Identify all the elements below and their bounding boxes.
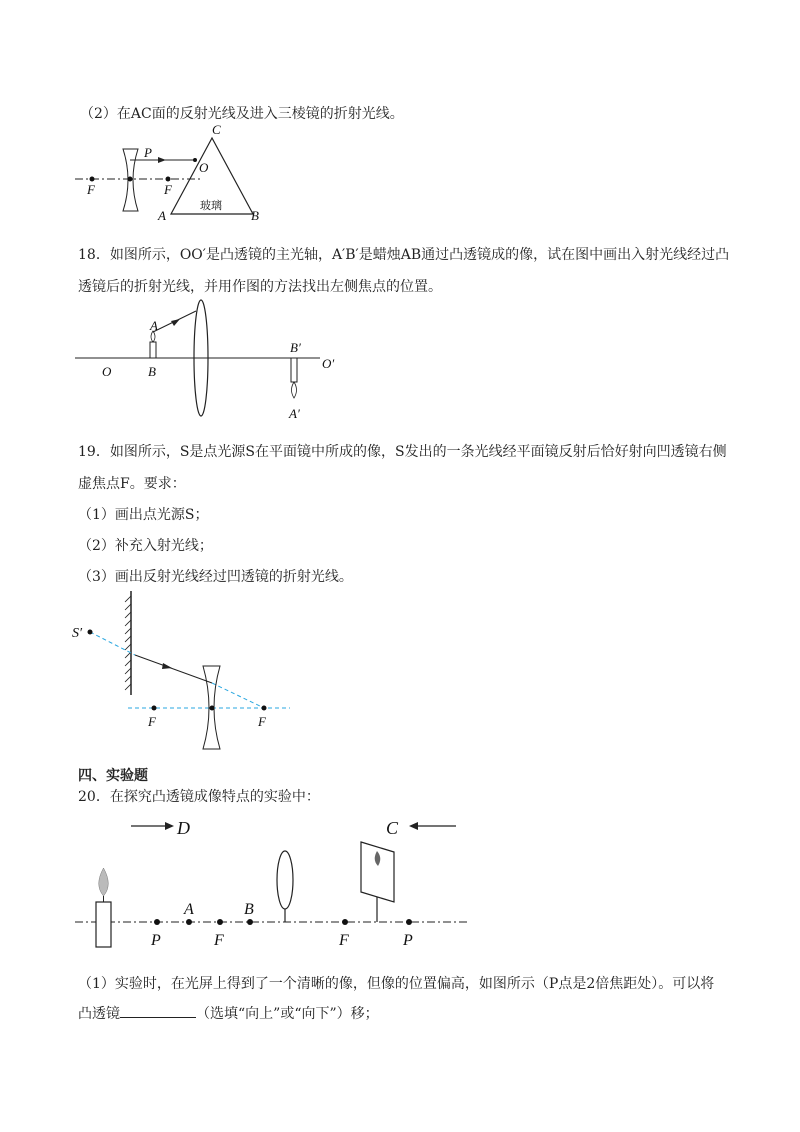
fig18-label-B: B	[148, 364, 156, 379]
fig17-label-F-left: F	[87, 182, 95, 197]
q19-requirement-3: （3）画出反射光线经过凹透镜的折射光线。	[78, 569, 353, 585]
fig17-label-A: A	[158, 208, 166, 223]
q19-requirement-2: （2）补充入射光线；	[78, 538, 213, 554]
fig18-label-O: O	[102, 364, 112, 379]
q19-text-line1: 19．如图所示，S是点光源S在平面镜中所成的像，S发出的一条光线经平面镜反射后恰好射向凹透镜右侧	[78, 444, 727, 460]
fig20-A-dot	[186, 919, 192, 925]
fig20-label-F-left: F	[214, 932, 224, 949]
q18-text-line2: 透镜后的折射光线，并用作图的方法找出左侧焦点的位置。	[78, 279, 442, 295]
fig20-label-F-right: F	[339, 932, 349, 949]
answer-blank[interactable]	[120, 1005, 196, 1018]
fig20-label-A: A	[184, 901, 194, 918]
q20-sub1-line1: （1）实验时，在光屏上得到了一个清晰的像，但像的位置偏高，如图所示（P点是2倍焦距处）。可以将	[78, 976, 715, 992]
fig20-label-P-right: P	[403, 932, 413, 949]
fig19-label-F-right: F	[258, 714, 266, 729]
fig17-label-O: O	[199, 160, 209, 175]
fig20-screen	[361, 842, 394, 902]
fig18-label-B-prime: B′	[290, 340, 301, 355]
q17-part2-text: （2）在AC面的反射光线及进入三棱镜的折射光线。	[80, 106, 404, 122]
q20-sub1-line2	[78, 1003, 379, 1023]
section-heading: 四、实验题	[78, 768, 148, 784]
q19-text-line2: 虚焦点F。要求：	[78, 476, 186, 492]
q19-requirement-1: （1）画出点光源S；	[78, 507, 209, 523]
fig20-convex-lens	[277, 851, 293, 909]
fig20-candle	[96, 902, 111, 947]
fig20-F-left-dot	[217, 919, 223, 925]
fig17-label-C: C	[212, 122, 221, 137]
fig20-label-B: B	[244, 901, 254, 918]
fig20-F-right-dot	[342, 919, 348, 925]
fig19-label-F-left: F	[148, 714, 156, 729]
fig19-label-S-prime: S′	[72, 626, 83, 641]
q20-sub1-prefix: 凸透镜	[78, 1006, 120, 1022]
fig18-label-A: A	[150, 318, 158, 333]
fig18-label-A-prime: A′	[289, 406, 300, 421]
q20-text-line1: 20．在探究凸透镜成像特点的实验中：	[78, 789, 320, 805]
fig17-label-glass: 玻璃	[200, 199, 222, 212]
q18-text-line1: 18．如图所示，OO′是凸透镜的主光轴，A′B′是蜡烛AB通过凸透镜成的像，试在图中画出入射光线经过凸	[78, 247, 730, 263]
fig17-label-B: B	[251, 208, 259, 223]
fig18-label-O-prime: O′	[322, 356, 335, 371]
fig20-P-left-dot	[154, 919, 160, 925]
fig20-P-right-dot	[406, 919, 412, 925]
fig20-label-P-left: P	[151, 932, 161, 949]
q20-sub1-suffix: （选填“向上”或“向下”）移；	[196, 1006, 379, 1022]
fig17-label-P: P	[144, 145, 152, 160]
fig20-label-D: D	[177, 818, 190, 838]
fig20-candle-flame	[99, 868, 109, 896]
fig20-label-C: C	[386, 818, 399, 838]
fig17-label-F-right: F	[164, 182, 172, 197]
fig20-B-dot	[247, 919, 253, 925]
